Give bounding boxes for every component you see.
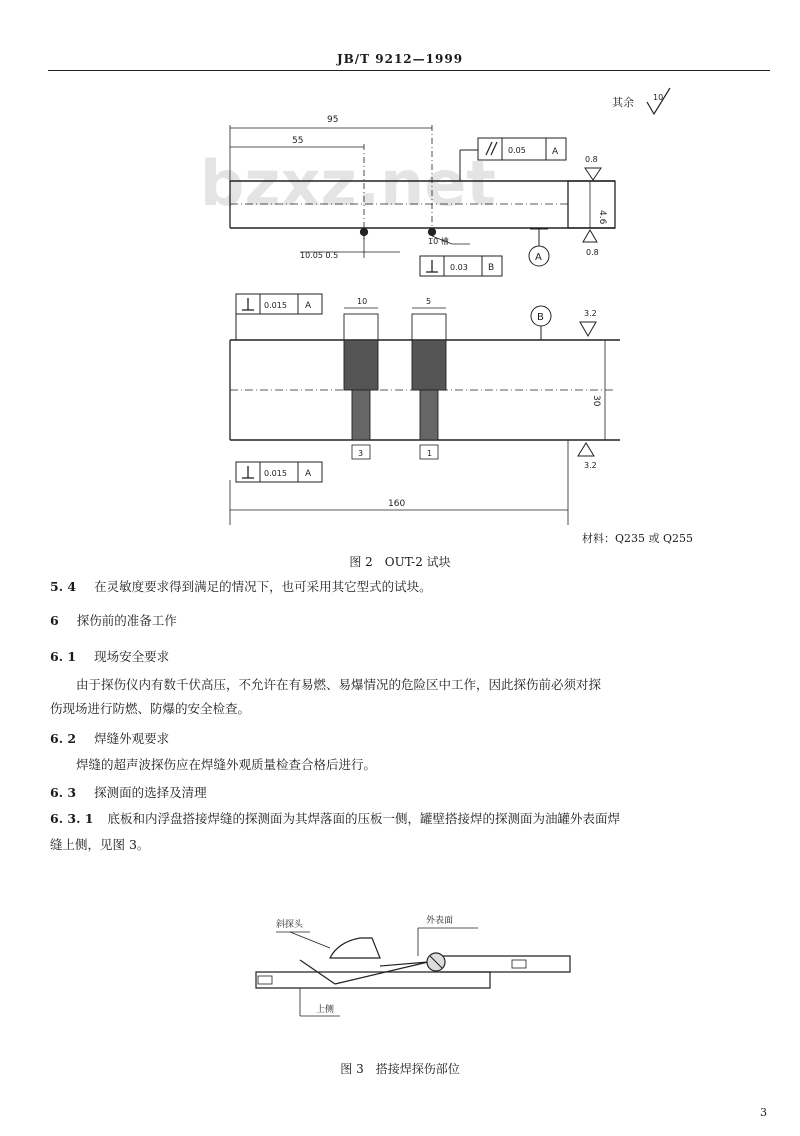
- dim-slot-3: 3: [358, 449, 364, 458]
- clause-6-3-1-line-2: 缝上侧，见图 3。: [50, 837, 150, 852]
- datum-b-label: B: [537, 312, 544, 323]
- probe: [330, 938, 380, 958]
- section-number: 6: [50, 613, 59, 628]
- dim-10-05: 10.05 0.5: [300, 251, 339, 260]
- perp-tolerance-3-ref: A: [305, 469, 312, 479]
- section-6-3-heading: [50, 784, 207, 802]
- perp-tolerance-1-value: 0.03: [450, 263, 468, 272]
- roughness-0-8a: 0.8: [585, 155, 598, 164]
- dim-slot-5: 5: [426, 297, 432, 306]
- front-view: [230, 308, 620, 525]
- datum-a-label: A: [535, 252, 542, 263]
- roughness-3-2a: 3.2: [584, 309, 597, 318]
- roughness-label: 其余: [612, 96, 634, 109]
- perp-tolerance-3-value: 0.015: [264, 469, 287, 478]
- surface-label: 外表面: [426, 916, 454, 926]
- clause-number: 5. 4: [50, 579, 77, 594]
- figure-2-drawing: [0, 0, 800, 560]
- section-number: 6. 2: [50, 731, 77, 746]
- page-header: JB/T 9212—1999: [336, 52, 464, 66]
- clause-number: 6. 3. 1: [50, 811, 94, 826]
- dim-95: 95: [327, 115, 339, 125]
- dim-hole: 10 槽: [428, 237, 449, 246]
- figure-2-caption: 图 2 OUT-2 试块: [349, 555, 451, 569]
- figure-3-drawing: [0, 900, 800, 1060]
- upper-side-label: 上侧: [316, 1005, 335, 1015]
- dim-30: 30: [591, 395, 601, 407]
- parallel-tolerance-ref: A: [552, 147, 559, 157]
- perp-tolerance-2-ref: A: [305, 301, 312, 311]
- watermark: bzxz.net: [200, 147, 496, 220]
- probe-label: 斜探头: [276, 920, 304, 930]
- dim-160: 160: [388, 499, 406, 509]
- section-title: 焊缝外观要求: [94, 731, 170, 746]
- figure-2-material: 材料：Q235 或 Q255: [582, 532, 694, 545]
- section-title: 现场安全要求: [94, 649, 170, 664]
- section-6-2-heading: [50, 730, 169, 748]
- section-title: 探测面的选择及清理: [94, 785, 207, 800]
- paragraph-6-2: 焊缝的超声波探伤应在焊缝外观质量检查合格后进行。: [76, 757, 377, 772]
- section-6-heading: [50, 612, 177, 630]
- clause-text: 在灵敏度要求得到满足的情况下，也可采用其它型式的试块。: [94, 579, 432, 594]
- perp-tolerance-2-value: 0.015: [264, 301, 287, 310]
- section-number: 6. 1: [50, 649, 77, 664]
- roughness-3-2-bottom: [578, 443, 594, 456]
- roughness-3-2b: 3.2: [584, 461, 597, 470]
- paragraph-6-1-line-1: 由于探伤仪内有数千伏高压，不允许在有易燃、易爆情况的危险区中工作，因此探伤前必须对探: [76, 677, 602, 692]
- section-title: 探伤前的准备工作: [76, 613, 177, 628]
- upper-plate: [440, 956, 570, 972]
- perp-tolerance-1-ref: B: [488, 263, 495, 273]
- parallel-tolerance-value: 0.05: [508, 146, 526, 155]
- paragraph-6-1-line-2: 伤现场进行防燃、防爆的安全检查。: [50, 701, 251, 716]
- dim-slot-1: 1: [427, 449, 433, 458]
- roughness-3-2-top: [580, 322, 596, 336]
- roughness-value: 10: [653, 93, 664, 102]
- figure-3-caption: 图 3 搭接焊探伤部位: [340, 1062, 460, 1076]
- section-6-1-heading: [50, 648, 169, 666]
- dim-55: 55: [292, 136, 304, 146]
- section-number: 6. 3: [50, 785, 77, 800]
- dim-4-6: 4.6: [597, 210, 607, 225]
- clause-6-3-1: [50, 810, 620, 828]
- clause-text: 底板和内浮盘搭接焊缝的探测面为其焊落面的压板一侧，罐壁搭接焊的探测面为油罐外表面焊: [107, 811, 620, 826]
- clause-5-4: [50, 578, 432, 596]
- roughness-0-8-bottom: [583, 230, 597, 242]
- roughness-0-8b: 0.8: [586, 248, 599, 257]
- page-number: 3: [760, 1106, 767, 1119]
- dim-slot-10: 10: [357, 297, 368, 306]
- roughness-0-8-top: [585, 168, 601, 180]
